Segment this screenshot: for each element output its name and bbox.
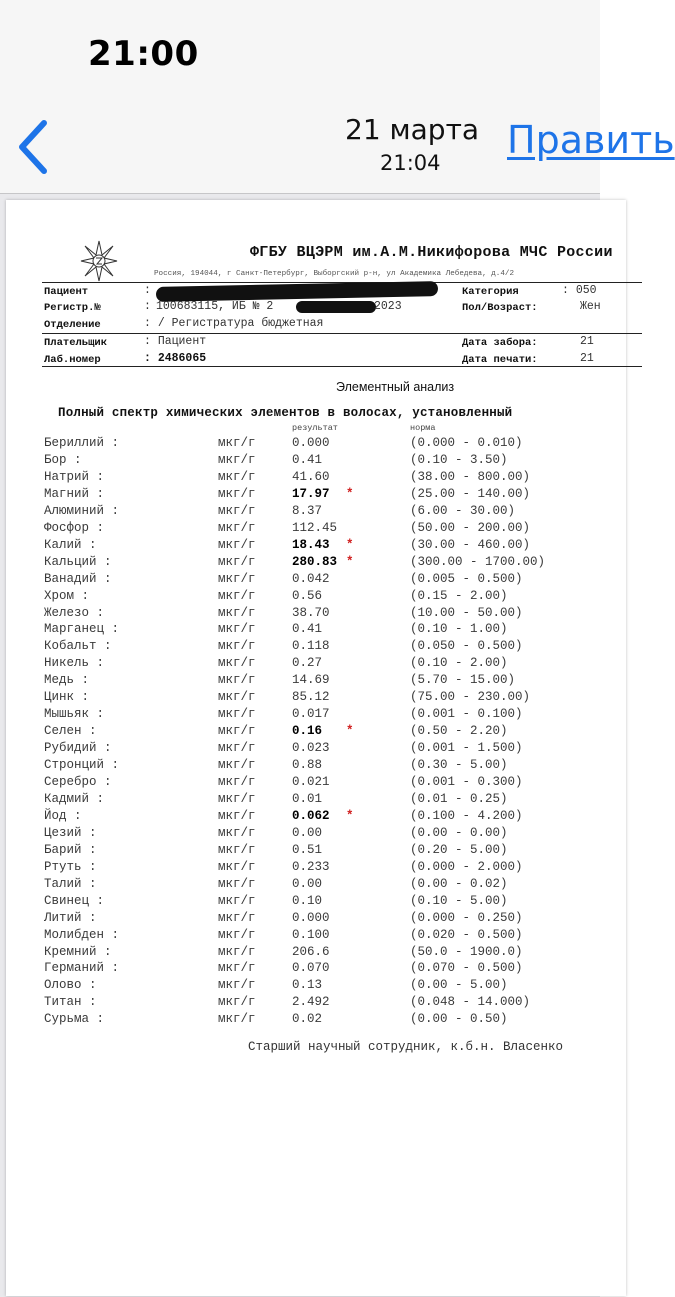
element-name: Барий :	[44, 842, 97, 857]
element-unit: мкг/г	[218, 859, 256, 874]
element-unit: мкг/г	[218, 707, 256, 722]
element-name: Железо :	[44, 605, 105, 620]
element-norm: (300.00 - 1700.00)	[410, 554, 546, 569]
element-unit: мкг/г	[218, 656, 256, 671]
element-result: 0.042	[292, 571, 330, 586]
element-name: Германий :	[44, 961, 120, 976]
element-norm: (0.10 - 5.00)	[410, 893, 508, 908]
element-norm: (25.00 - 140.00)	[410, 486, 531, 501]
element-norm: (0.00 - 0.02)	[410, 876, 508, 891]
element-norm: (0.100 - 4.200)	[410, 808, 523, 823]
element-name: Молибден :	[44, 927, 120, 942]
element-norm: (0.000 - 2.000)	[410, 859, 523, 874]
element-name: Калий :	[44, 537, 97, 552]
nav-bar	[0, 105, 675, 194]
sex-age-value: Жен	[580, 300, 601, 313]
status-time: 21:00	[88, 34, 199, 74]
print-date-label: Дата печати:	[462, 354, 538, 366]
element-norm: (10.00 - 50.00)	[410, 605, 523, 620]
element-unit: мкг/г	[218, 554, 256, 569]
lab-report-page	[6, 200, 626, 1296]
element-result: 0.41	[292, 452, 323, 467]
element-name: Талий :	[44, 876, 97, 891]
department-text: / Регистратура бюджетная	[157, 317, 324, 330]
element-result: 14.69	[292, 673, 330, 688]
patient-colon: :	[144, 284, 151, 297]
element-unit: мкг/г	[218, 961, 256, 976]
element-norm: (50.00 - 200.00)	[410, 520, 531, 535]
emblem-logo-icon	[80, 240, 118, 282]
redacted-patient-name	[156, 281, 438, 302]
element-result: 0.16	[292, 724, 323, 739]
element-unit: мкг/г	[218, 673, 256, 688]
organization-address: Россия, 194044, г Санкт-Петербург, Выборгский р-н, ул Академика Лебедева, д.4/2	[154, 270, 515, 278]
element-result: 0.00	[292, 876, 323, 891]
element-result: 0.000	[292, 910, 330, 925]
element-result: 0.88	[292, 758, 323, 773]
element-norm: (0.000 - 0.250)	[410, 910, 523, 925]
collection-date-label: Дата забора:	[462, 337, 538, 349]
payer-text: Пациент	[157, 335, 207, 348]
element-unit: мкг/г	[218, 825, 256, 840]
element-result: 85.12	[292, 690, 330, 705]
element-norm: (0.048 - 14.000)	[410, 995, 531, 1010]
payer-value: : Пациент	[144, 335, 207, 348]
category-value: : 050	[562, 284, 597, 297]
header-bottom-divider	[42, 366, 642, 367]
element-name: Кремний :	[44, 944, 112, 959]
element-name: Ртуть :	[44, 859, 97, 874]
element-result: 0.01	[292, 791, 323, 806]
element-norm: (6.00 - 30.00)	[410, 503, 516, 518]
element-name: Натрий :	[44, 469, 105, 484]
element-norm: (0.001 - 1.500)	[410, 741, 523, 756]
element-result: 112.45	[292, 520, 338, 535]
organization-name: ФГБУ ВЦЭРМ им.А.М.Никифорова МЧС России	[250, 244, 613, 261]
element-unit: мкг/г	[218, 520, 256, 535]
redacted-registr-number	[296, 301, 376, 313]
element-name: Кобальт :	[44, 639, 112, 654]
element-unit: мкг/г	[218, 588, 256, 603]
element-result: 0.100	[292, 927, 330, 942]
registr-label: Регистр.№	[44, 302, 101, 314]
element-unit: мкг/г	[218, 1012, 256, 1027]
abnormal-marker: *	[346, 808, 354, 823]
element-name: Никель :	[44, 656, 105, 671]
element-norm: (0.001 - 0.300)	[410, 775, 523, 789]
element-result: 0.017	[292, 707, 330, 722]
element-result: 280.83	[292, 554, 338, 569]
element-norm: (0.070 - 0.500)	[410, 961, 523, 976]
element-unit: мкг/г	[218, 724, 256, 739]
registr-colon: :	[144, 300, 151, 313]
element-result: 0.27	[292, 656, 323, 671]
element-unit: мкг/г	[218, 995, 256, 1010]
element-unit: мкг/г	[218, 741, 256, 756]
element-name: Стронций :	[44, 758, 120, 773]
registr-tail: 2023	[374, 300, 402, 313]
element-result: 17.97	[292, 486, 330, 501]
element-name: Литий :	[44, 910, 97, 925]
registr-value: 100683115, ИБ № 2	[156, 300, 274, 313]
element-name: Бериллий :	[44, 436, 120, 450]
element-result: 0.10	[292, 893, 323, 908]
element-unit: мкг/г	[218, 690, 256, 705]
element-norm: (0.001 - 0.100)	[410, 707, 523, 722]
element-name: Селен :	[44, 724, 97, 739]
element-name: Цезий :	[44, 825, 97, 840]
element-unit: мкг/г	[218, 927, 256, 942]
element-name: Магний :	[44, 486, 105, 501]
element-unit: мкг/г	[218, 944, 256, 959]
element-name: Цинк :	[44, 690, 90, 705]
signature-line: Старший научный сотрудник, к.б.н. Власенко	[248, 1040, 564, 1054]
element-result: 0.023	[292, 741, 330, 756]
element-norm: (0.00 - 5.00)	[410, 978, 508, 993]
element-norm: (0.20 - 5.00)	[410, 842, 508, 857]
element-norm: (0.10 - 2.00)	[410, 656, 508, 671]
document-viewer[interactable]	[0, 194, 613, 1297]
element-unit: мкг/г	[218, 910, 256, 925]
element-result: 0.021	[292, 775, 330, 789]
lab-number-label: Лаб.номер	[44, 354, 101, 366]
element-norm: (5.70 - 15.00)	[410, 673, 516, 688]
element-result: 0.118	[292, 639, 330, 654]
element-result: 0.000	[292, 436, 330, 450]
back-button[interactable]	[14, 117, 58, 177]
sex-age-label: Пол/Возраст:	[462, 302, 538, 314]
category-label: Категория	[462, 286, 519, 298]
element-norm: (0.00 - 0.00)	[410, 825, 508, 840]
element-unit: мкг/г	[218, 893, 256, 908]
element-norm: (30.00 - 460.00)	[410, 537, 531, 552]
nav-date: 21 марта	[345, 113, 480, 146]
status-bar	[0, 0, 600, 105]
lab-number-value: : 2486065	[144, 352, 207, 365]
print-date-value: 21	[580, 352, 594, 365]
element-name: Олово :	[44, 978, 97, 993]
element-unit: мкг/г	[218, 503, 256, 518]
abnormal-marker: *	[346, 724, 354, 739]
element-norm: (0.000 - 0.010)	[410, 436, 523, 450]
nav-time: 21:04	[380, 151, 441, 175]
element-norm: (0.01 - 0.25)	[410, 791, 508, 806]
element-norm: (0.020 - 0.500)	[410, 927, 523, 942]
chevron-left-icon	[14, 117, 58, 177]
element-norm: (75.00 - 230.00)	[410, 690, 531, 705]
element-unit: мкг/г	[218, 571, 256, 586]
abnormal-marker: *	[346, 537, 354, 552]
element-norm: (0.00 - 0.50)	[410, 1012, 508, 1027]
element-name: Ванадий :	[44, 571, 112, 586]
element-name: Мышьяк :	[44, 707, 105, 722]
element-norm: (50.0 - 1900.0)	[410, 944, 523, 959]
element-norm: (0.10 - 1.00)	[410, 622, 508, 637]
element-norm: (0.15 - 2.00)	[410, 588, 508, 603]
element-result: 0.062	[292, 808, 330, 823]
element-result: 0.56	[292, 588, 323, 603]
lab-number-text: 2486065	[157, 352, 207, 365]
element-result: 0.13	[292, 978, 323, 993]
element-result: 41.60	[292, 469, 330, 484]
element-result: 2.492	[292, 995, 330, 1010]
element-norm: (0.050 - 0.500)	[410, 639, 523, 654]
analysis-subtitle: Полный спектр химических элементов в волосах, установленный	[58, 406, 513, 420]
fields-divider	[42, 333, 642, 334]
category-text: 050	[575, 284, 597, 297]
element-unit: мкг/г	[218, 639, 256, 654]
element-result: 0.070	[292, 961, 330, 976]
element-unit: мкг/г	[218, 605, 256, 620]
element-name: Алюминий :	[44, 503, 120, 518]
payer-label: Плательщик	[44, 337, 108, 349]
element-result: 0.00	[292, 825, 323, 840]
collection-date-value: 21	[580, 335, 594, 348]
department-label: Отделение	[44, 319, 101, 331]
element-result: 0.51	[292, 842, 323, 857]
element-norm: (0.005 - 0.500)	[410, 571, 523, 586]
element-result: 0.233	[292, 859, 330, 874]
element-result: 38.70	[292, 605, 330, 620]
element-result: 0.02	[292, 1012, 323, 1027]
element-name: Кальций :	[44, 554, 112, 569]
element-unit: мкг/г	[218, 775, 256, 789]
element-unit: мкг/г	[218, 842, 256, 857]
element-name: Свинец :	[44, 893, 105, 908]
element-name: Кадмий :	[44, 791, 105, 806]
element-name: Марганец :	[44, 622, 120, 637]
element-unit: мкг/г	[218, 537, 256, 552]
element-unit: мкг/г	[218, 452, 256, 467]
result-column-header: результат	[292, 423, 338, 433]
element-name: Медь :	[44, 673, 90, 688]
edit-button[interactable]: Править	[507, 118, 675, 162]
analysis-title: Элементный анализ	[336, 380, 455, 394]
element-unit: мкг/г	[218, 469, 256, 484]
abnormal-marker: *	[346, 486, 354, 501]
element-unit: мкг/г	[218, 436, 256, 450]
element-result: 0.41	[292, 622, 323, 637]
patient-label: Пациент	[44, 286, 89, 298]
element-unit: мкг/г	[218, 486, 256, 501]
element-unit: мкг/г	[218, 791, 256, 806]
element-result: 206.6	[292, 944, 330, 959]
element-result: 18.43	[292, 537, 330, 552]
element-result: 8.37	[292, 503, 323, 518]
element-unit: мкг/г	[218, 978, 256, 993]
element-unit: мкг/г	[218, 876, 256, 891]
norm-column-header: норма	[410, 423, 436, 433]
element-name: Серебро :	[44, 775, 112, 789]
element-unit: мкг/г	[218, 622, 256, 637]
element-norm: (0.50 - 2.20)	[410, 724, 508, 739]
element-name: Рубидий :	[44, 741, 112, 756]
element-unit: мкг/г	[218, 758, 256, 773]
element-norm: (38.00 - 800.00)	[410, 469, 531, 484]
element-name: Сурьма :	[44, 1012, 105, 1027]
element-unit: мкг/г	[218, 808, 256, 823]
abnormal-marker: *	[346, 554, 354, 569]
element-name: Бор :	[44, 452, 82, 467]
element-norm: (0.10 - 3.50)	[410, 452, 508, 467]
element-norm: (0.30 - 5.00)	[410, 758, 508, 773]
element-name: Титан :	[44, 995, 97, 1010]
element-name: Хром :	[44, 588, 90, 603]
element-name: Йод :	[44, 808, 82, 823]
department-value: : / Регистратура бюджетная	[144, 317, 324, 330]
element-name: Фосфор :	[44, 520, 105, 535]
